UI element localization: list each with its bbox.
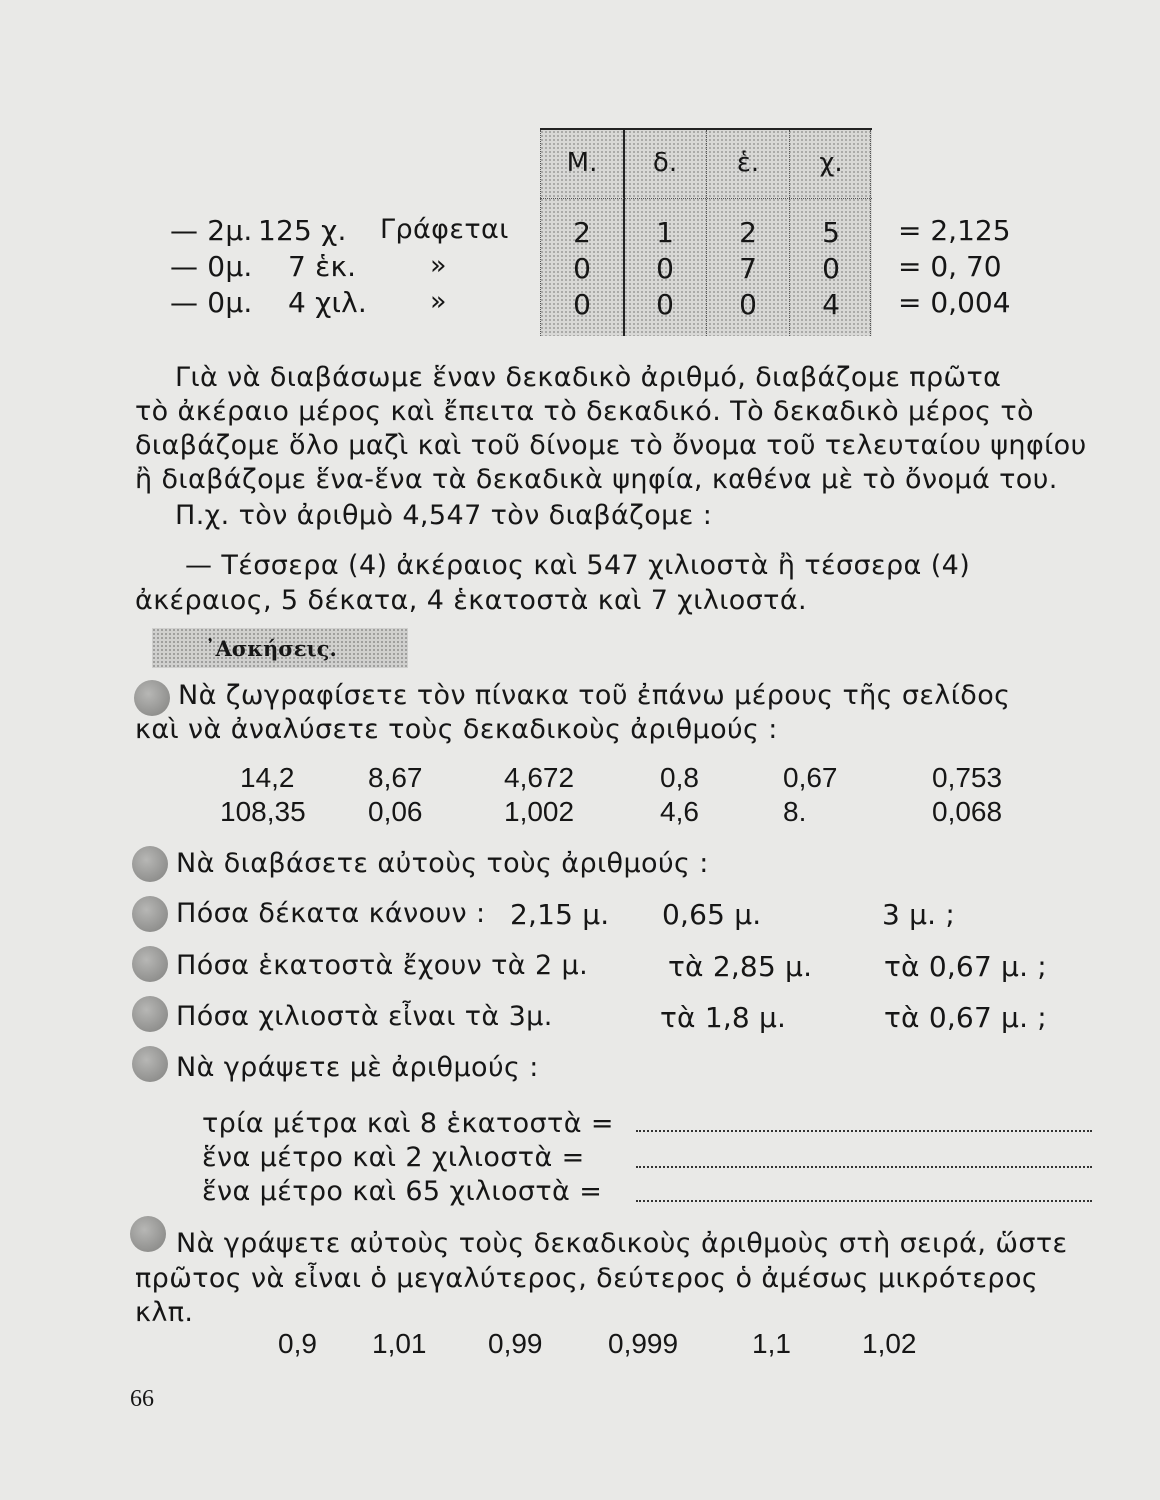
exercise-3-value-c: 3 μ. ; <box>882 898 955 931</box>
paragraph-example: Π.χ. τὸν ἀριθμὸ 4,547 τὸν διαβάζομε : <box>175 500 713 531</box>
exercises-title: ᾿Ασκήσεις. <box>205 636 337 661</box>
place-value-table <box>540 128 872 336</box>
table-cell: 0 <box>739 288 757 321</box>
exercise-3-question: Πόσα δέκατα κάνουν : <box>176 898 486 929</box>
exercise-7-line-3: κλπ. <box>135 1297 194 1328</box>
intro-row-3-result: = 0,004 <box>898 286 1011 319</box>
exercise-5-value-b: τὰ 1,8 μ. <box>660 1001 787 1034</box>
paragraph-line-4: ἢ διαβάζομε ἕνα-ἕνα τὰ δεκαδικὰ ψηφία, καθένα μὲ τὸ ὄνομά του. <box>135 464 1058 495</box>
exercise-1-number: 0,8 <box>660 762 699 793</box>
exercise-bullet-icon <box>132 846 168 882</box>
table-cell: 1 <box>656 216 674 249</box>
exercise-bullet-icon <box>130 1216 166 1252</box>
intro-row-1-amount: 125 χ. <box>258 214 347 247</box>
exercise-7-line-1: Νὰ γράψετε αὐτοὺς τοὺς δεκαδικοὺς ἀριθμοὺς στὴ σειρά, ὥστε <box>176 1228 1068 1259</box>
answer-blank-line[interactable] <box>636 1166 1092 1168</box>
exercise-3-value-b: 0,65 μ. <box>662 898 762 931</box>
table-cell: 2 <box>739 216 757 249</box>
exercise-6-item: ἕνα μέτρο καὶ 65 χιλιοστὰ = <box>202 1176 603 1207</box>
exercise-4-value-b: τὰ 2,85 μ. <box>668 950 813 983</box>
exercise-7-number: 0,99 <box>488 1328 543 1359</box>
intro-row-3-verb: » <box>430 286 447 317</box>
table-header-thousandths: χ. <box>819 148 843 178</box>
table-header-tenths: δ. <box>652 148 678 178</box>
exercise-6-title: Νὰ γράψετε μὲ ἀριθμούς : <box>176 1052 539 1083</box>
exercise-bullet-icon <box>132 896 168 932</box>
table-cell: 0 <box>656 288 674 321</box>
table-cell: 0 <box>656 252 674 285</box>
exercise-bullet-icon <box>134 680 170 716</box>
exercise-4-value-c: τὰ 0,67 μ. ; <box>884 950 1047 983</box>
intro-row-2-result: = 0, 70 <box>898 250 1002 283</box>
exercise-1-line-2: καὶ νὰ ἀναλύσετε τοὺς δεκαδικοὺς ἀριθμούς : <box>135 714 778 745</box>
table-cell: 0 <box>573 252 591 285</box>
table-cell: 2 <box>573 216 591 249</box>
intro-row-1-result: = 2,125 <box>898 214 1011 247</box>
exercise-5-value-c: τὰ 0,67 μ. ; <box>884 1001 1047 1034</box>
exercise-1-number: 4,6 <box>660 796 699 827</box>
exercise-1-number: 108,35 <box>220 796 306 827</box>
intro-row-1-verb: Γράφεται <box>380 214 509 245</box>
exercise-7-number: 1,01 <box>372 1328 427 1359</box>
exercise-bullet-icon <box>132 1046 168 1082</box>
paragraph-example-answer-2: ἀκέραιος, 5 δέκατα, 4 ἑκατοστὰ καὶ 7 χιλιοστά. <box>135 585 808 616</box>
paragraph-line-3: διαβάζομε ὅλο μαζὶ καὶ τοῦ δίνομε τὸ ὄνομα τοῦ τελευταίου ψηφίου <box>135 430 1087 461</box>
exercise-3-value-a: 2,15 μ. <box>510 898 610 931</box>
intro-row-2-verb: » <box>430 250 447 281</box>
intro-row-3-unit: — 0μ. <box>170 286 253 319</box>
table-cell: 0 <box>573 288 591 321</box>
answer-blank-line[interactable] <box>636 1200 1092 1202</box>
exercise-7-number: 0,999 <box>608 1328 679 1359</box>
exercise-1-number: 0,753 <box>932 762 1003 793</box>
page-number: 66 <box>130 1386 154 1412</box>
exercise-6-item: τρία μέτρα καὶ 8 ἑκατοστὰ = <box>202 1108 614 1139</box>
exercise-2-text: Νὰ διαβάσετε αὐτοὺς τοὺς ἀριθμούς : <box>176 848 709 879</box>
table-cell: 5 <box>822 216 840 249</box>
paragraph-line-1: Γιὰ νὰ διαβάσωμε ἕναν δεκαδικὸ ἀριθμό, διαβάζομε πρῶτα <box>175 362 1002 393</box>
paragraph-example-answer-1: — Τέσσερα (4) ἀκέραιος καὶ 547 χιλιοστὰ ἢ τέσσερα (4) <box>185 550 971 581</box>
exercise-bullet-icon <box>132 996 168 1032</box>
exercise-1-number: 1,002 <box>504 796 575 827</box>
exercise-1-number: 8,67 <box>368 762 423 793</box>
intro-row-1-unit: — 2μ. <box>170 214 253 247</box>
answer-blank-line[interactable] <box>636 1130 1092 1132</box>
exercise-1-number: 0,06 <box>368 796 423 827</box>
intro-row-2-unit: — 0μ. <box>170 250 253 283</box>
exercise-5-question: Πόσα χιλιοστὰ εἶναι τὰ 3μ. <box>176 1001 553 1032</box>
table-header-meters: Μ. <box>566 148 598 178</box>
exercise-1-number: 8. <box>783 796 807 827</box>
exercise-1-line-1: Νὰ ζωγραφίσετε τὸν πίνακα τοῦ ἐπάνω μέρους τῆς σελίδος <box>178 680 1011 711</box>
table-cell: 7 <box>739 252 757 285</box>
exercise-1-number: 4,672 <box>504 762 575 793</box>
exercise-7-number: 1,1 <box>752 1328 791 1359</box>
table-header-hundredths: ἑ. <box>736 148 760 178</box>
exercise-1-number: 14,2 <box>240 762 295 793</box>
intro-row-2-amount: 7 ἑκ. <box>288 250 357 283</box>
exercise-1-number: 0,67 <box>783 762 838 793</box>
table-cell: 4 <box>822 288 840 321</box>
paragraph-line-2: τὸ ἀκέραιο μέρος καὶ ἔπειτα τὸ δεκαδικό. Τὸ δεκαδικὸ μέρος τὸ <box>135 396 1034 427</box>
intro-row-3-amount: 4 χιλ. <box>288 286 368 319</box>
exercise-7-line-2: πρῶτος νὰ εἶναι ὁ μεγαλύτερος, δεύτερος ὁ ἀμέσως μικρότερος <box>135 1263 1039 1294</box>
exercise-4-question: Πόσα ἑκατοστὰ ἔχουν τὰ 2 μ. <box>176 950 589 981</box>
exercise-7-number: 0,9 <box>278 1328 317 1359</box>
exercise-bullet-icon <box>132 946 168 982</box>
table-cell: 0 <box>822 252 840 285</box>
exercise-1-number: 0,068 <box>932 796 1003 827</box>
exercise-7-number: 1,02 <box>862 1328 917 1359</box>
exercise-6-item: ἕνα μέτρο καὶ 2 χιλιοστὰ = <box>202 1142 585 1173</box>
